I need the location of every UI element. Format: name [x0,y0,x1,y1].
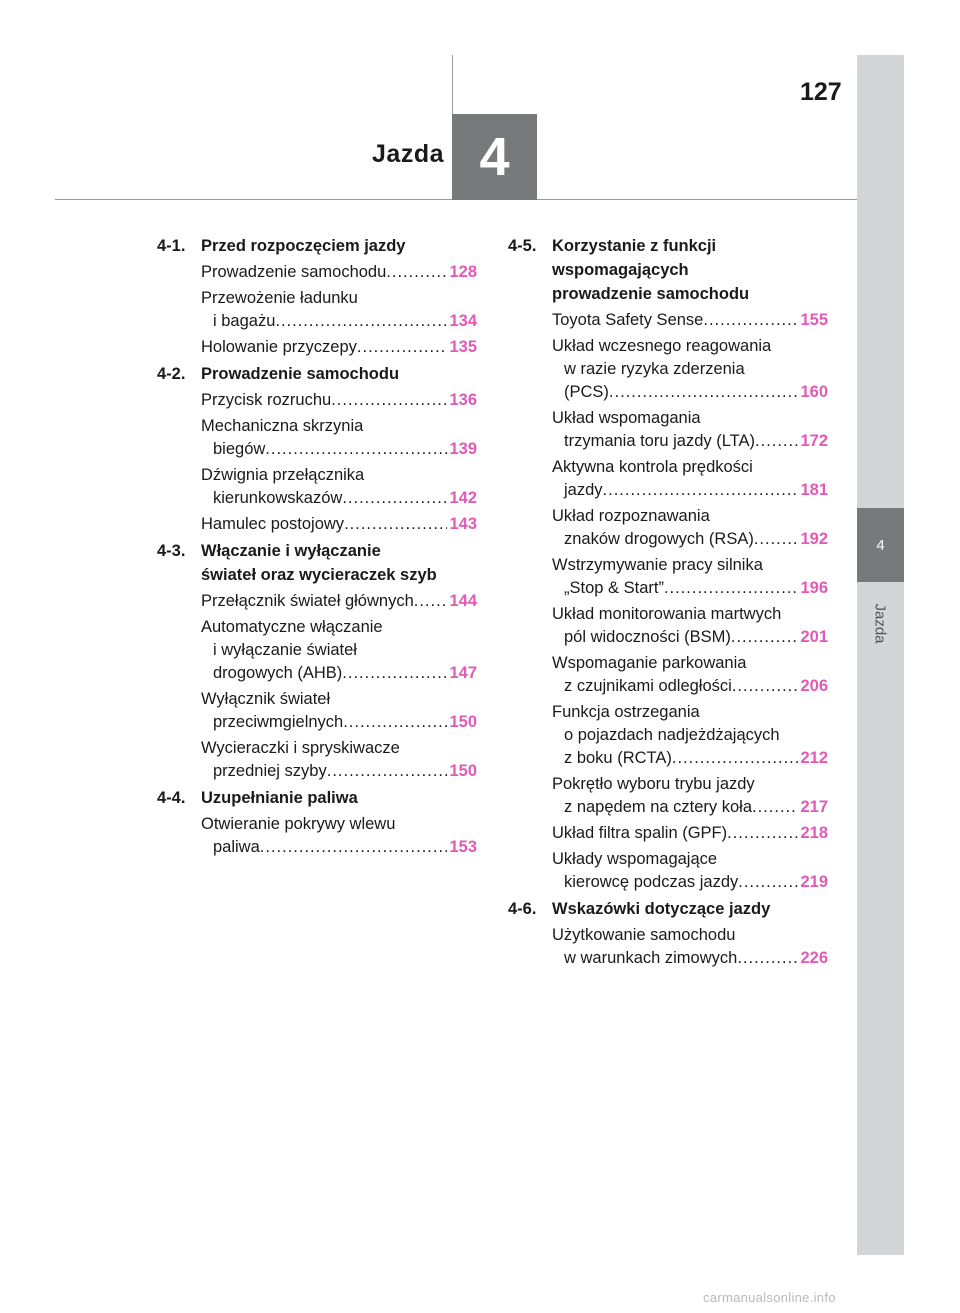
entry-text-line: paliwa [213,838,260,856]
entry-text-line: Automatyczne włączanie [201,618,383,636]
entry-last-line [201,261,477,284]
entry-text-line: Przełącznik świateł głównych [201,592,414,610]
entry-last-line [552,430,828,453]
entry-text-line: Układ wspomagania [552,409,701,427]
entry-text-line: Otwieranie pokrywy wlewu [201,815,396,833]
dot-leader [357,336,448,359]
entry-text-line: Toyota Safety Sense [552,311,704,329]
entry-text-line: Przycisk rozruchu [201,391,332,409]
page-link[interactable]: 212 [800,749,828,767]
entry-text-line: w razie ryzyka zderzenia [564,360,745,378]
dot-leader [331,389,447,412]
entry-text-line: z napędem na cztery koła [564,798,753,816]
toc-entry[interactable] [201,813,477,859]
dot-leader [703,309,798,332]
section-number: 4-2. [157,365,186,383]
entry-text-line: i wyłączanie świateł [213,641,357,659]
entry-text-line: przeciwmgielnych [213,713,344,731]
toc-entry[interactable] [201,389,477,412]
entry-last-line [552,947,828,970]
dot-leader [265,438,447,461]
page-link[interactable]: 217 [800,798,828,816]
entry-last-line [552,479,828,502]
toc-section-heading [508,897,828,921]
dot-leader [754,528,799,551]
dot-leader [603,479,799,502]
page-link[interactable]: 218 [800,824,828,842]
entry-text-line: Użytkowanie samochodu [552,926,736,944]
page-link[interactable]: 134 [449,312,477,330]
dot-leader [731,626,799,649]
toc-entry[interactable] [552,924,828,970]
entry-text-line: Aktywna kontrola prędkości [552,458,753,476]
entry-text-line: Układy wspomagające [552,850,718,868]
toc-entry[interactable] [201,464,477,510]
side-tab-chapter-number[interactable]: 4 [857,508,904,582]
entry-text-line: pól widoczności (BSM) [564,628,731,646]
page-link[interactable]: 136 [449,391,477,409]
section-number: 4-1. [157,237,186,255]
entry-text-line: Wstrzymywanie pracy silnika [552,556,763,574]
entry-text-line: Układ wczesnego reagowania [552,337,772,355]
section-number: 4-5. [508,237,537,255]
toc-section-heading [157,539,477,587]
toc-entry[interactable] [552,505,828,551]
chapter-number-box: 4 [452,114,537,200]
toc-entry[interactable] [201,688,477,734]
entry-last-line [201,336,477,359]
entry-text-line: kierowcę podczas jazdy [564,873,739,891]
page-link[interactable]: 192 [800,530,828,548]
section-title: Uzupełnianie paliwa [201,789,358,807]
page-link[interactable]: 206 [800,677,828,695]
toc-entry[interactable] [201,336,477,359]
entry-last-line [552,871,828,894]
side-tab-label: Jazda [871,603,889,644]
entry-text-line: Prowadzenie samochodu [201,263,387,281]
dot-leader [260,836,448,859]
entry-text-line: (PCS) [564,383,609,401]
entry-text-line: jazdy [564,481,603,499]
page-link[interactable]: 196 [800,579,828,597]
entry-text-line: trzymania toru jazdy (LTA) [564,432,756,450]
dot-leader [672,747,799,770]
entry-text-line: przedniej szyby [213,762,327,780]
entry-last-line [201,389,477,412]
page-link[interactable]: 181 [800,481,828,499]
toc-entry[interactable] [552,603,828,649]
entry-text-line: drogowych (AHB) [213,664,343,682]
dot-leader [275,310,447,333]
page-link[interactable]: 143 [449,515,477,533]
page-link[interactable]: 219 [800,873,828,891]
entry-last-line [552,577,828,600]
page-link[interactable]: 201 [800,628,828,646]
entry-text-line: biegów [213,440,266,458]
dot-leader [732,675,799,698]
toc-section-heading [508,234,828,306]
toc-entry[interactable] [201,513,477,536]
dot-leader [752,796,798,819]
toc-left-column [157,234,477,862]
entry-text-line: „Stop & Start” [564,579,664,597]
page-link[interactable]: 155 [800,311,828,329]
toc-entry[interactable] [201,616,477,685]
page-link[interactable]: 160 [800,383,828,401]
toc-entry[interactable] [552,848,828,894]
dot-leader [342,662,447,685]
dot-leader [342,487,447,510]
dot-leader [755,430,798,453]
toc-right-column [508,234,828,973]
toc-entry[interactable] [552,456,828,502]
entry-last-line [552,626,828,649]
section-title: Przed rozpoczęciem jazdy [201,237,406,255]
entry-text-line: Funkcja ostrzegania [552,703,700,721]
entry-text-line: znaków drogowych (RSA) [564,530,754,548]
section-title: Wskazówki dotyczące jazdy [552,900,771,918]
entry-last-line [201,590,477,613]
toc-entry[interactable] [552,554,828,600]
footer-watermark: carmanualsonline.info [703,1290,836,1305]
page-link[interactable]: 150 [449,713,477,731]
toc-entry[interactable] [552,309,828,332]
dot-leader [737,947,798,970]
toc-section-heading [157,234,477,258]
toc-entry[interactable] [552,335,828,404]
toc-entry[interactable] [201,737,477,783]
page-link[interactable]: 142 [449,489,477,507]
entry-last-line [552,796,828,819]
section-title: Korzystanie z funkcji wspomagających prowadzenie samochodu [552,237,750,303]
entry-text-line: Układ monitorowania martwych [552,605,782,623]
entry-last-line [201,711,477,734]
page-link[interactable]: 150 [449,762,477,780]
entry-text-line: Wycieraczki i spryskiwacze [201,739,400,757]
entry-text-line: Mechaniczna skrzynia [201,417,364,435]
dot-leader [414,590,448,613]
section-number: 4-3. [157,542,186,560]
entry-text-line: Wyłącznik świateł [201,690,331,708]
entry-last-line [201,487,477,510]
entry-text-line: Przewożenie ładunku [201,289,358,307]
entry-text-line: o pojazdach nadjeżdżających [564,726,780,744]
page-link[interactable]: 128 [449,263,477,281]
entry-last-line [201,438,477,461]
page-link[interactable]: 153 [449,838,477,856]
page-link[interactable]: 144 [449,592,477,610]
entry-text-line: z boku (RCTA) [564,749,672,767]
entry-last-line [201,310,477,333]
page-link[interactable]: 135 [449,338,477,356]
dot-leader [609,381,799,404]
toc-entry[interactable] [552,773,828,819]
dot-leader [664,577,799,600]
entry-last-line [552,309,828,332]
entry-last-line [201,662,477,685]
entry-last-line [201,836,477,859]
entry-last-line [552,822,828,845]
entry-text-line: Układ filtra spalin (GPF) [552,824,728,842]
side-rail [857,55,904,1255]
toc-entry[interactable] [201,261,477,284]
entry-text-line: Wspomaganie parkowania [552,654,747,672]
page-link[interactable]: 172 [800,432,828,450]
dot-leader [386,261,447,284]
entry-last-line [552,675,828,698]
entry-text-line: w warunkach zimowych [564,949,738,967]
section-title: Włączanie i wyłączanie świateł oraz wycieraczek szyb [201,542,437,584]
toc-entry[interactable] [552,701,828,770]
entry-last-line [552,528,828,551]
toc-entry[interactable] [201,590,477,613]
dot-leader [738,871,798,894]
section-title: Prowadzenie samochodu [201,365,400,383]
toc-section-heading [157,362,477,386]
dot-leader [327,760,448,783]
entry-text-line: Holowanie przyczepy [201,338,357,356]
page-link[interactable]: 147 [449,664,477,682]
entry-text-line: kierunkowskazów [213,489,343,507]
toc-entry[interactable] [552,407,828,453]
page-number: 127 [800,78,842,106]
entry-text-line: Pokrętło wyboru trybu jazdy [552,775,755,793]
dot-leader [343,711,447,734]
entry-last-line [552,747,828,770]
toc-entry[interactable] [201,287,477,333]
dot-leader [727,822,798,845]
entry-text-line: Hamulec postojowy [201,515,345,533]
entry-text-line: i bagażu [213,312,276,330]
entry-last-line [201,513,477,536]
section-number: 4-4. [157,789,186,807]
entry-text-line: Układ rozpoznawania [552,507,710,525]
dot-leader [344,513,447,536]
page-link[interactable]: 139 [449,440,477,458]
entry-text-line: z czujnikami odległości [564,677,732,695]
entry-text-line: Dźwignia przełącznika [201,466,365,484]
toc-entry[interactable] [201,415,477,461]
entry-last-line [201,760,477,783]
chapter-title: Jazda [372,140,444,168]
entry-last-line [552,381,828,404]
page-link[interactable]: 226 [800,949,828,967]
toc-entry[interactable] [552,822,828,845]
toc-section-heading [157,786,477,810]
toc-entry[interactable] [552,652,828,698]
section-number: 4-6. [508,900,537,918]
